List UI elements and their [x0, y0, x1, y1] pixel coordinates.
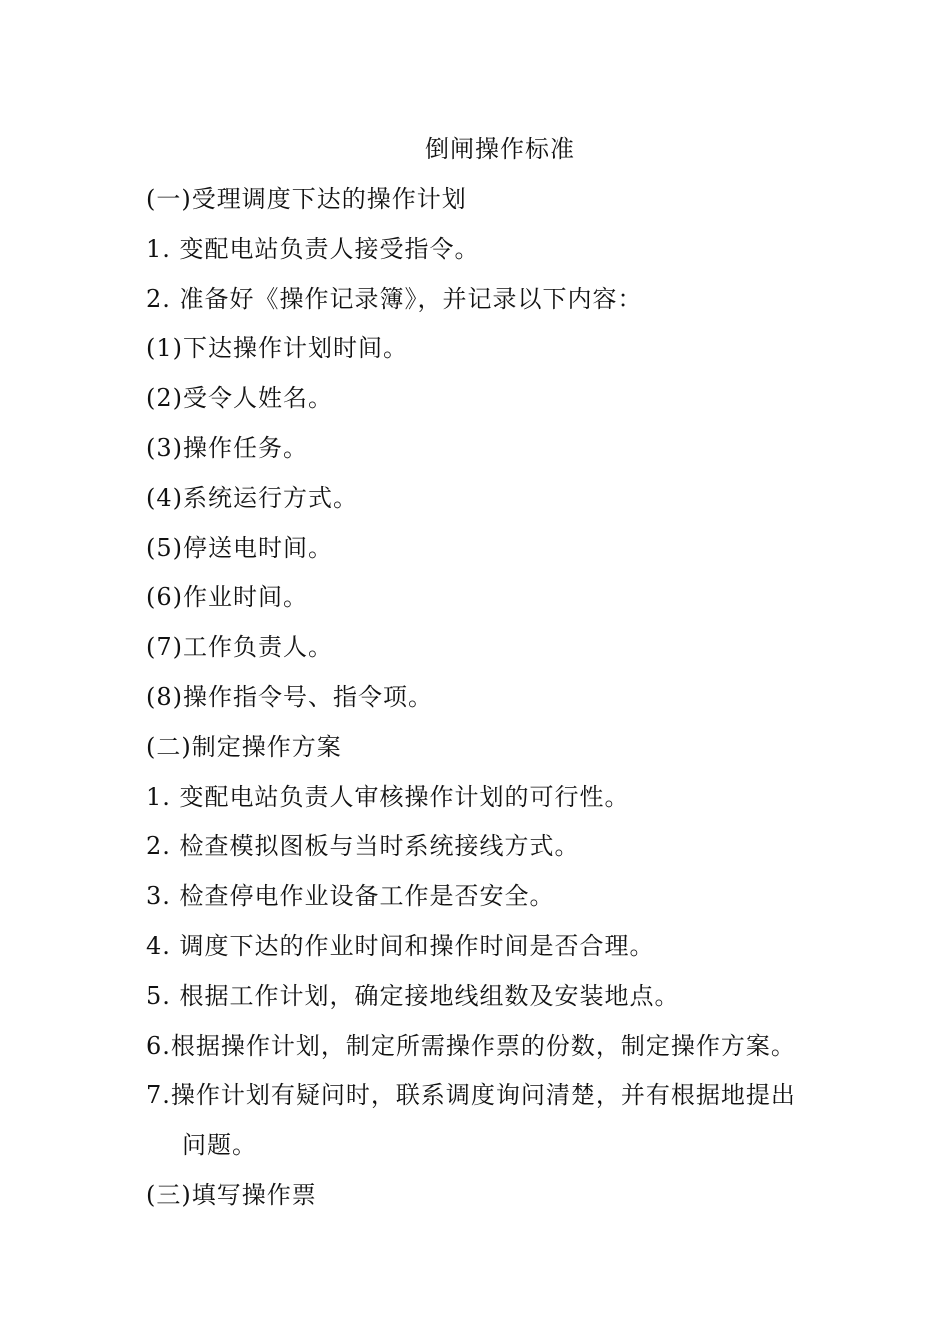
sub-list-item: (3)操作任务。	[146, 433, 308, 462]
list-item: 2. 检查模拟图板与当时系统接线方式。	[146, 832, 580, 861]
section-heading: (三)填写操作票	[146, 1180, 317, 1209]
list-item: 1. 变配电站负责人接受指令。	[146, 234, 480, 263]
document-title: 倒闸操作标准	[425, 135, 575, 163]
list-item: 2. 准备好《操作记录簿》，并记录以下内容：	[146, 284, 643, 313]
sub-list-item: (2)受令人姓名。	[146, 384, 333, 413]
sub-list-item: (1)下达操作计划时间。	[146, 334, 408, 363]
list-item: 4. 调度下达的作业时间和操作时间是否合理。	[146, 931, 655, 960]
sub-list-item: (5)停送电时间。	[146, 533, 333, 562]
list-item-continuation: 问题。	[182, 1131, 257, 1160]
list-item: 6.根据操作计划，制定所需操作票的份数，制定操作方案。	[146, 1031, 796, 1060]
list-item: 3. 检查停电作业设备工作是否安全。	[146, 882, 555, 911]
section-heading: (二)制定操作方案	[146, 732, 342, 761]
section-heading: (一)受理调度下达的操作计划	[146, 185, 467, 213]
sub-list-item: (4)系统运行方式。	[146, 483, 358, 512]
sub-list-item: (7)工作负责人。	[146, 633, 333, 662]
sub-list-item: (6)作业时间。	[146, 583, 308, 612]
list-item: 7.操作计划有疑问时，联系调度询问清楚，并有根据地提出	[146, 1081, 796, 1110]
sub-list-item: (8)操作指令号、指令项。	[146, 682, 433, 711]
document-body	[146, 181, 826, 1227]
list-item: 1. 变配电站负责人审核操作计划的可行性。	[146, 782, 630, 811]
list-item: 5. 根据工作计划，确定接地线组数及安装地点。	[146, 981, 680, 1010]
